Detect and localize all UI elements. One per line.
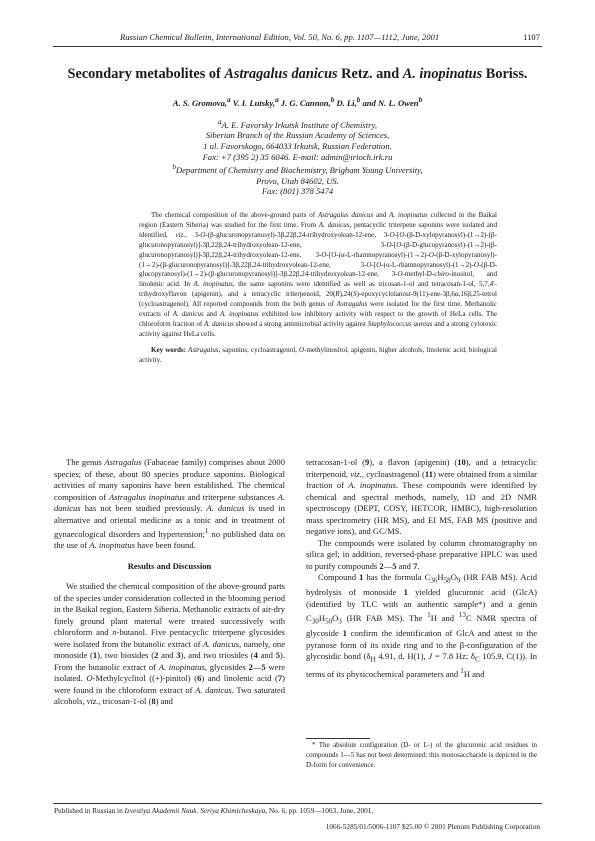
issn-copyright: 1066-5285/01/5006-1107 $25.00 © 2001 Plenum Publishing Corporation [325,822,540,831]
affiliation-line: $^b$Department of Chemistry and Biochemistry, Brigham Young University, [172,163,423,176]
header-rule [53,46,542,47]
keywords: Key words: Astragalus, saponins, cycloastragenol, O-methylinositol, apigenin, higher alcohols, linolenic acid, biological activity. [139,345,497,364]
footer-rule [53,803,542,804]
affiliation-line: Provo, Utah 84602, US. [256,175,339,186]
affiliation-line: Fax: (801) 378 5474 [261,186,334,197]
intro-paragraph: The genus Astragalus (Fabaceae family) comprises about 2000 species; of these, about 80 species produce saponins. Biological activities of many saponins have been established. The chemical composition of Astragalus inopinatus and triterpene substances A. danicus has not been studied previously. A. danicus is used in alternative and oriental medicine as a tonic and in treatment of gynaecological disorders and hypertension;$^1$ no published data on the use of A. inopinatus have been found. [54,457,285,551]
keywords-label: Key words: [151,345,186,354]
results-paragraph: We studied the chemical composition of the above-ground parts of the species under consideration collected in the blooming period in the Baikal region, Eastern Siberia. Methanolic extracts of air-dry finely ground plant material were treated successively with chloroform and n-butanol. Five pentacyclic triterpene glycosides were isolated from the butanolic extract of A. danicus, namely, one monoside (1), two biosides (2 and 3), and two triosides (4 and 5). From the butanolic extract of A. inopinatus, glycosides 2—5 were isolated. O-Methylcyclitol ((+)-pinitol) (6) and linolenic acid (7) were found in the chloroform extract of A. danicus. Two saturated alcohols, viz., tricosan-1-ol (8) and [54,581,285,707]
affiliations [80,117,515,197]
body-paragraph: tetracosan-1-ol (9), a flavon (apigenin) (10), and a tetracyclic triterpenoid, viz., cycloastragenol (11) were obtained from a similar fraction of A. inopinatus. These compounds were identified by chemical and spectral methods, namely, 1D and 2D NMR spectroscopy (DEPT, COSY, HETCOR, HMBC), high-resolution mass spectrometry (HR MS), and EI MS, FAB MS (positive and negative ions), and GC/MS. [306,457,538,536]
footnote [306,741,537,770]
body-paragraph: Compound 1 has the formula $C_{36}H_{58}O_9$ (HR FAB MS). Acid hydrolysis of monoside 1 yielded glucuronic acid (GlcA) (identified by TLC with an authentic sample*) and a genin $C_{30}H_{50}O_3$ (HR FAB MS). The $^1$H and $^{13}$C NMR spectra of glycoside 1 confirm the identification of GlcA and attest to the pyranose form of its oxide ring and to the β-configuration of the glycosidic bond ($\delta_H$ 4.91, d, H(1), J = 7.8 Hz; $\delta_C$ 105.9, C(1)). In terms of its physicochemical parameters and $^1$H and [306,572,538,680]
paper-title: Secondary metabolites of Astragalus danicus Retz. and A. inopinatus Boriss. [67,66,528,82]
page-number: 1107 [523,32,540,42]
journal-citation: Russian Chemical Bulletin, International Edition, Vol. 50, No. 6, pp. 1107—1112, June, 2001 [120,32,440,42]
abstract-text: The chemical composition of the above-ground parts of Astragalus danicus and A. inopinatus collected in the Baikal region (Eastern Siberia) was studied for the first time. From A. danicus, pentacyclic triterpene saponins were isolated and identified, viz., 3-O-(β-glucuronopyranosyl)-3β,22β,24-trihydroxyolean-12-ene, 3-O-[O-(β-D-xylopyranosyl)-(1→2)-(β-glucuronopyranosyl)]-3β,22β,24-trihydroxyolean-12-ene, 3-O-[O-(β-D-glucopyranosyl)-(1→2)-(β-glucuronopyranosyl)]-3β,22β,24-trihydroxyolean-12-ene, 3-O-[O-(α-L-rhamnopyranosyl)-(1→2)-O-(β-D-xylopyranosyl)-(1→2)-(β-glucuronopyranosyl)]-3β,22β,24-trihydroxyolean-12-ene, 3-O-[O-(α-L-rhamnopyranosyl)-(1→2)-O-(β-D-glucopyranosyl)-(1→2)-(β-glucuronopyranosyl)]-3β,22β,24-trihydroxyolean-12-ene, 3-O-methyl-D-chiro-inositol, and linolenic acid. In A. inopinatus, the same saponins were identified as well as tricosan-1-ol and tetracosan-1-ol, 5,7,4′-trihydroxyflavon (apigenin), and a tetracyclic triterpenoid, 20(R),24(S)-epoxycyclolanost-9(11)-ene-3β,6α,16β,25-tetrol (cycloastragenol). All reported compounds from the both genus of Astragalus were isolated for the first time. Methanolic extracts of A. danicus and A. inopinatus exhibited low inhibitory activity with respect to the growth of HeLa cells. The chloroform fraction of A. danicus showed a strong antimicrobial activity against Staphylococcus aureus and a strong cytotoxic activity against HeLa cells. [139,211,498,338]
body-paragraph: The compounds were isolated by column chromatography on silica gel; in addition, reversed-phase preparative HPLC was used to purify compounds 2—5 and 7. [306,537,537,571]
affiliation-line: 1 ul. Favorskogo, 664033 Irkutsk, Russian Federation. [203,141,392,152]
right-column [306,457,537,681]
footnote-rule [306,738,370,739]
section-heading: Results and Discussion [127,560,212,571]
abstract [139,211,497,366]
footnote-text: * The absolute configuration (D- or L-) of the glucuronic acid residues in compounds 1—5 has not been determined; this monosaccharide is depicted in the D-form for convenience. [306,741,537,769]
affiliation-line: $^a$A. E. Favorsky Irkutsk Institute of Chemistry, [218,118,377,130]
author-list: A. S. Gromova,$^a$ V. I. Lutsky,$^a$ J. G. Cannon,$^b$ D. Li,$^b$ and N. L. Owen$^b$ [172,96,423,108]
publication-note: Published in Russian in Izvestiya Akademii Nauk. Seriya Khimicheskaya, No. 6, pp. 1059—1063, June, 2001. [54,806,374,815]
affiliation-line: Siberian Branch of the Russian Academy of Sciences, [205,130,390,141]
running-head [0,32,595,44]
affiliation-line: Fax: +7 (395 2) 35 6046. E-mail: admin@irioch.irk.ru [202,151,393,162]
left-column [54,457,285,708]
